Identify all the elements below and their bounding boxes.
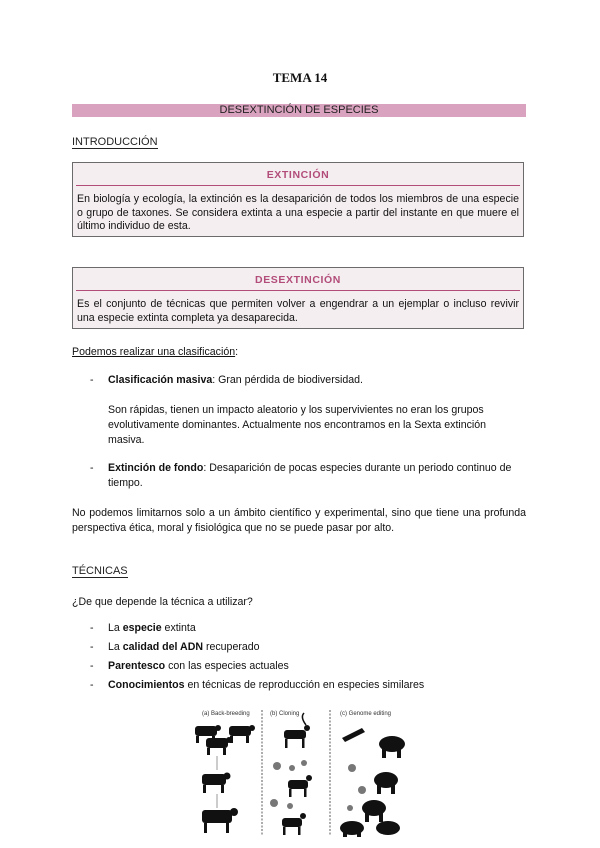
elephant-silhouettes bbox=[340, 728, 405, 837]
intro-heading-text: INTRODUCCIÓN bbox=[72, 136, 158, 148]
tema-number: TEMA 14 bbox=[272, 70, 328, 85]
box-title: EXTINCIÓN bbox=[266, 169, 330, 181]
list-item-detail: Son rápidas, tienen un impacto aleatorio y los supervivientes no eran los grupos evolutivamente dominantes. Actualmente nos encontramos en la Sexta extinción masiva. bbox=[108, 404, 487, 446]
ibex-silhouettes bbox=[282, 713, 312, 835]
box-body: Es el conjunto de técnicas que permiten volver a engendrar a un ejemplar o incluso revivir una especie extinta completa ya desaparecida. bbox=[77, 298, 519, 324]
bullet-dash: - bbox=[90, 374, 94, 386]
tecnicas-heading-text: TÉCNICAS bbox=[72, 565, 128, 577]
bullet-dash: - bbox=[90, 462, 94, 474]
clasificacion-intro-text: Podemos realizar una clasificación bbox=[72, 346, 236, 358]
section-heading-intro bbox=[72, 136, 158, 148]
list-item-text: Extinción de fondo: Desaparición de pocas especies durante un periodo continuo de tiempo. bbox=[108, 462, 512, 489]
box-body: En biología y ecología, la extinción es la desaparición de todos los miembros de una especie o grupo de taxones. Se considera extinta a una especie a partir del instante en que muere el último individuo de esta. bbox=[77, 193, 519, 232]
cattle-silhouettes bbox=[195, 725, 255, 833]
page-title: DESEXTINCIÓN DE ESPECIES bbox=[72, 104, 526, 117]
dna-icons bbox=[347, 764, 366, 811]
tecnicas-question: ¿De que depende la técnica a utilizar? bbox=[72, 596, 253, 608]
section-heading-tecnicas bbox=[72, 565, 128, 577]
clasificacion-intro: Podemos realizar una clasificación: bbox=[72, 346, 239, 358]
panel-label-b: (b) Cloning bbox=[270, 711, 300, 717]
box-title: DESEXTINCIÓN bbox=[255, 274, 341, 286]
panel-label-c: (c) Genome editing bbox=[340, 711, 392, 717]
de-extinction-techniques-figure bbox=[192, 708, 410, 838]
definition-box-desextincion bbox=[72, 267, 524, 329]
panel-label-a: (a) Back-breeding bbox=[202, 711, 250, 717]
definition-box-extincion bbox=[72, 162, 524, 237]
ethics-paragraph: No podemos limitarnos solo a un ámbito científico y experimental, sino que tiene una profunda perspectiva ética, moral y fisiológica que no se puede pasar por alto. bbox=[72, 507, 526, 534]
